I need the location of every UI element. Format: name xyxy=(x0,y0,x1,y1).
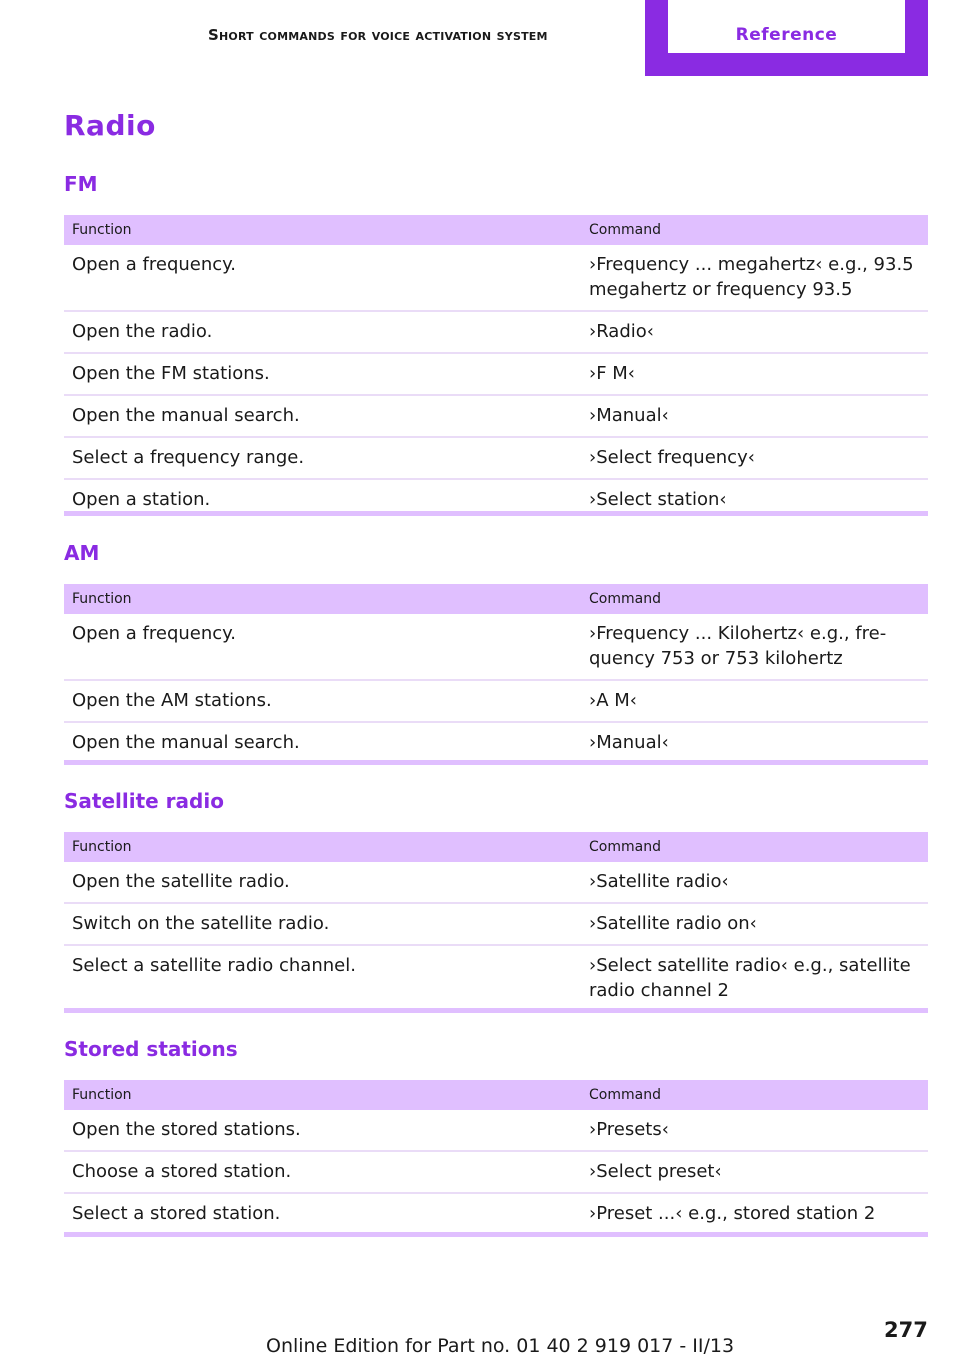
table-end-rule xyxy=(64,1232,928,1237)
function-cell: Open the radio. xyxy=(64,311,581,353)
function-cell: Select a frequency range. xyxy=(64,437,581,479)
function-cell: Open the stored stations. xyxy=(64,1110,581,1151)
page-number: 277 xyxy=(884,1318,928,1342)
command-cell: ›Select frequency‹ xyxy=(581,437,928,479)
section-title-am: AM xyxy=(64,541,100,565)
table-row xyxy=(64,1193,928,1234)
table-row xyxy=(64,680,928,722)
table-row xyxy=(64,1110,928,1151)
column-header-function: Function xyxy=(64,1080,581,1110)
chapter-tab-label: Reference xyxy=(735,25,838,45)
table-row xyxy=(64,311,928,353)
command-cell: ›Frequency ... megahertz‹ e.g., 93.5 megahertz or frequency 93.5 xyxy=(581,245,928,311)
function-cell: Open the satellite radio. xyxy=(64,862,581,903)
function-cell: Open the manual search. xyxy=(64,395,581,437)
column-header-function: Function xyxy=(64,832,581,862)
command-cell: ›Satellite radio‹ xyxy=(581,862,928,903)
command-cell: ›Select station‹ xyxy=(589,489,727,510)
command-cell: ›Manual‹ xyxy=(589,732,669,753)
table-row xyxy=(64,722,928,763)
section-title-stored-stations: Stored stations xyxy=(64,1037,238,1061)
column-header-function: Function xyxy=(64,584,581,614)
command-cell: ›Frequency ... Kilohertz‹ e.g., fre‐ quency 753 or 753 kilohertz xyxy=(581,614,928,680)
table-row xyxy=(64,1151,928,1193)
section-title-fm: FM xyxy=(64,172,98,196)
section-title-satellite-radio: Satellite radio xyxy=(64,789,224,813)
command-table-stored-stations xyxy=(64,1080,928,1234)
function-cell: Open a frequency. xyxy=(64,614,581,680)
function-cell: Open the AM stations. xyxy=(64,680,581,722)
command-cell: ›Satellite radio on‹ xyxy=(581,903,928,945)
command-cell: ›Radio‹ xyxy=(581,311,928,353)
function-cell: Open the FM stations. xyxy=(64,353,581,395)
function-cell: Select a satellite radio channel. xyxy=(72,955,356,976)
command-table-satellite-radio xyxy=(64,832,928,1011)
table-row xyxy=(64,945,928,1011)
command-cell: ›A M‹ xyxy=(581,680,928,722)
function-cell: Open a station. xyxy=(72,489,211,510)
function-cell: Open the manual search. xyxy=(72,732,300,753)
function-cell: Switch on the satellite radio. xyxy=(64,903,581,945)
function-cell: Choose a stored station. xyxy=(64,1151,581,1193)
command-cell: ›F M‹ xyxy=(581,353,928,395)
command-cell: ›Preset ...‹ e.g., stored station 2 xyxy=(589,1203,876,1224)
command-cell: ›Select preset‹ xyxy=(581,1151,928,1193)
table-row xyxy=(64,353,928,395)
column-header-command: Command xyxy=(581,215,928,245)
column-header-function: Function xyxy=(64,215,581,245)
command-table-am xyxy=(64,584,928,763)
table-end-rule xyxy=(64,760,928,765)
command-table-fm xyxy=(64,215,928,520)
command-cell: ›Manual‹ xyxy=(581,395,928,437)
column-header-command: Command xyxy=(581,1080,928,1110)
column-header-command: Command xyxy=(581,832,928,862)
command-cell: ›Presets‹ xyxy=(581,1110,928,1151)
function-cell: Select a stored station. xyxy=(72,1203,281,1224)
column-header-command: Command xyxy=(581,584,928,614)
command-cell: ›Select satellite radio‹ e.g., satellite radio channel 2 xyxy=(589,955,911,1001)
footer-edition-text: Online Edition for Part no. 01 40 2 919 017 - II/13 xyxy=(266,1335,735,1357)
table-row xyxy=(64,437,928,479)
running-header-title: Short commands for voice activation system xyxy=(208,26,548,44)
page-title: Radio xyxy=(64,109,156,142)
chapter-tab xyxy=(645,0,928,76)
table-end-rule xyxy=(64,511,928,516)
table-row xyxy=(64,614,928,680)
table-row xyxy=(64,903,928,945)
table-row xyxy=(64,395,928,437)
table-row xyxy=(64,862,928,903)
table-row xyxy=(64,245,928,311)
table-end-rule xyxy=(64,1008,928,1013)
function-cell: Open a frequency. xyxy=(64,245,581,311)
